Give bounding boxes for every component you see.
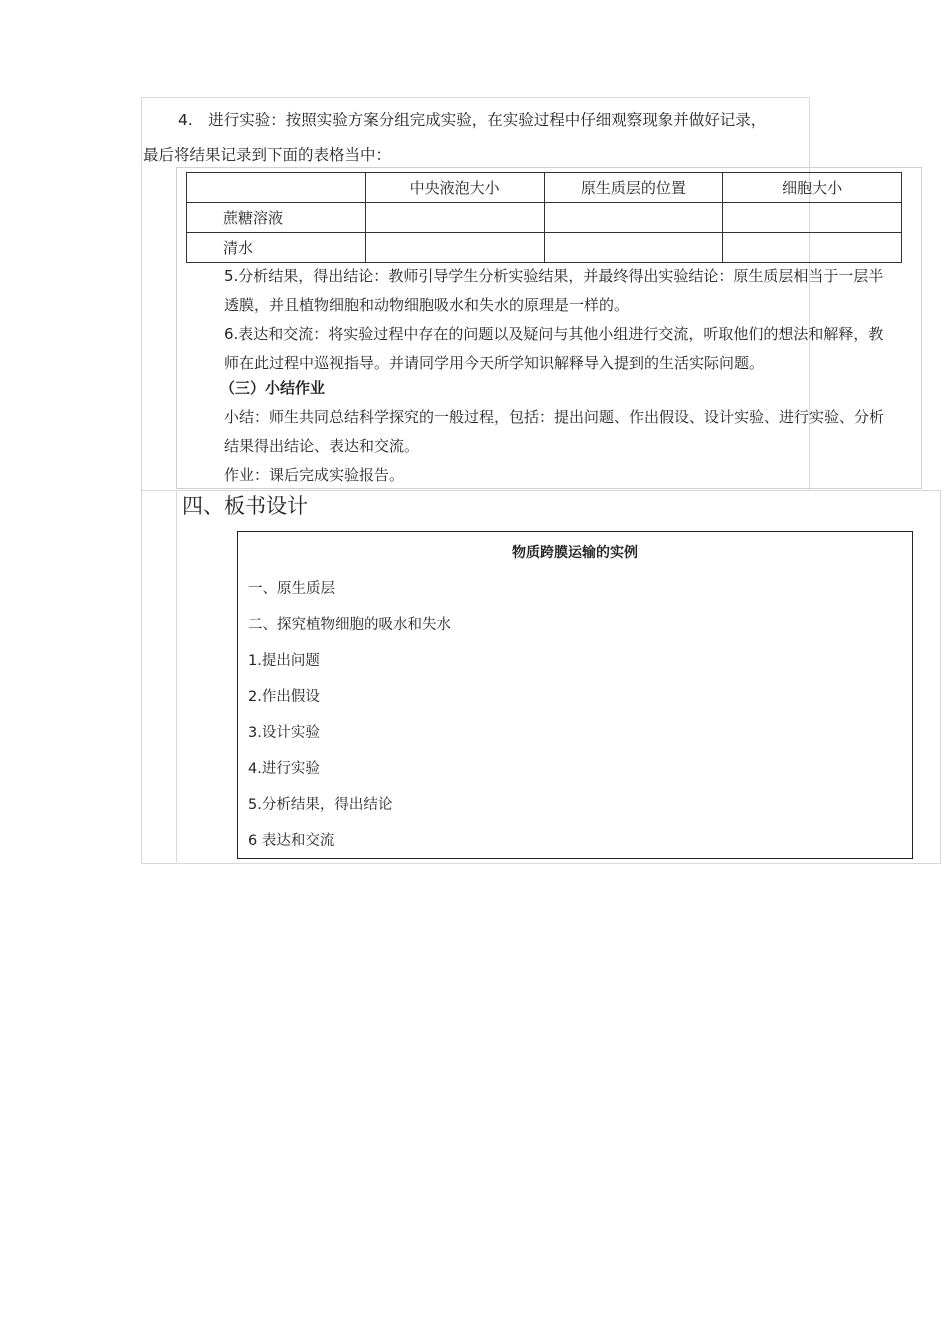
table-header-row xyxy=(187,173,902,203)
table-row-label: 蔗糖溶液 xyxy=(187,203,366,233)
board-line: 一、原生质层 xyxy=(248,581,335,597)
results-table xyxy=(186,172,902,263)
homework-text: 作业：课后完成实验报告。 xyxy=(224,466,405,484)
table-row-label: 清水 xyxy=(187,233,366,263)
board-line: 4.进行实验 xyxy=(248,761,320,777)
step5-paragraph xyxy=(192,262,898,320)
board-title: 物质跨膜运输的实例 xyxy=(512,545,638,561)
blackboard-design-box xyxy=(237,531,913,859)
board-line: 6 表达和交流 xyxy=(248,833,335,849)
summary-paragraph xyxy=(192,403,898,461)
board-line: 二、探究植物细胞的吸水和失水 xyxy=(248,617,451,633)
board-line: 5.分析结果，得出结论 xyxy=(248,797,393,813)
table-cell xyxy=(544,233,723,263)
summary-heading: （三）小结作业 xyxy=(220,379,326,397)
table-cell xyxy=(723,233,902,263)
step5-text: 5.分析结果，得出结论：教师引导学生分析实验结果，并最终得出实验结论：原生质层相当于一层半透膜，并且植物细胞和动物细胞吸水和失水的原理是一样的。 xyxy=(224,267,884,314)
board-line: 3.设计实验 xyxy=(248,725,320,741)
step4-line2: 最后将结果记录到下面的表格当中： xyxy=(143,146,392,164)
step4-line1: 4. 进行实验：按照实验方案分组完成实验，在实验过程中仔细观察现象并做好记录， xyxy=(178,111,767,129)
table-cell xyxy=(544,203,723,233)
section-title: 四、板书设计 xyxy=(182,494,308,518)
step6-paragraph xyxy=(192,320,898,378)
table-row xyxy=(187,203,902,233)
summary-text: 小结：师生共同总结科学探究的一般过程，包括：提出问题、作出假设、设计实验、进行实验、分析结果得出结论、表达和交流。 xyxy=(224,408,885,455)
table-cell xyxy=(365,233,544,263)
table-header-cell: 细胞大小 xyxy=(723,173,902,203)
board-line: 2.作出假设 xyxy=(248,689,320,705)
homework-paragraph xyxy=(192,461,898,490)
table-header-cell: 原生质层的位置 xyxy=(544,173,723,203)
table-cell xyxy=(365,203,544,233)
table-header-cell xyxy=(187,173,366,203)
board-line: 1.提出问题 xyxy=(248,653,320,669)
step6-text: 6.表达和交流：将实验过程中存在的问题以及疑问与其他小组进行交流，听取他们的想法和解释，教师在此过程中巡视指导。并请同学用今天所学知识解释导入提到的生活实际问题。 xyxy=(224,325,884,372)
table-cell xyxy=(723,203,902,233)
table-header-cell: 中央液泡大小 xyxy=(365,173,544,203)
table-row xyxy=(187,233,902,263)
